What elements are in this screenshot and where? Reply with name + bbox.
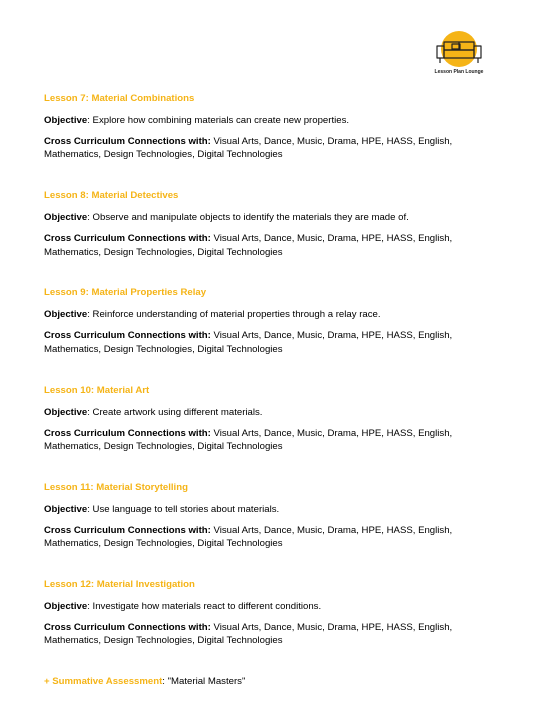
lesson-title: Lesson 9: Material Properties Relay <box>44 287 207 299</box>
lesson-objective: Objective: Create artwork using different materials. <box>44 406 263 418</box>
lesson-item <box>44 190 494 287</box>
lesson-item <box>44 482 494 579</box>
summative-separator: : <box>162 676 168 687</box>
connections-text: Visual Arts, Dance, Music, Drama, HPE, HASS, English, Mathematics, Design Technologies, Digital Technologies <box>44 621 453 647</box>
lesson-title: Lesson 11: Material Storytelling <box>44 481 188 493</box>
lesson-title: Lesson 7: Material Combinations <box>44 93 195 104</box>
lesson-objective: Objective: Use language to tell stories about materials. <box>44 503 280 515</box>
lesson-connections <box>44 524 494 551</box>
connections-text: Visual Arts, Dance, Music, Drama, HPE, HASS, English, Mathematics, Design Technologies, Digital Technologies <box>44 330 453 355</box>
connections-text: Visual Arts, Dance, Music, Drama, HPE, HASS, English, Mathematics, Design Technologies, Digital Technologies <box>44 427 453 452</box>
connections-label: Cross Curriculum Connections with: <box>44 330 211 342</box>
objective-text: Observe and manipulate objects to identify the materials they are made of. <box>92 212 409 224</box>
lesson-connections <box>44 329 494 356</box>
objective-label: Objective <box>44 600 88 612</box>
lesson-item <box>44 385 494 482</box>
objective-label: Objective <box>44 503 88 515</box>
connections-label: Cross Curriculum Connections with: <box>44 621 211 633</box>
connections-text: Visual Arts, Dance, Music, Drama, HPE, HASS, English, Mathematics, Design Technologies, Digital Technologies <box>44 233 453 258</box>
objective-label: Objective <box>44 406 88 418</box>
connections-text: Visual Arts, Dance, Music, Drama, HPE, HASS, English, Mathematics, Design Technologies, Digital Technologies <box>44 524 453 550</box>
objective-text: Reinforce understanding of material properties through a relay race. <box>92 309 381 321</box>
objective-label: Objective <box>44 212 88 224</box>
connections-text: Visual Arts, Dance, Music, Drama, HPE, HASS, English, Mathematics, Design Technologies, Digital Technologies <box>44 136 453 161</box>
lesson-item <box>44 579 494 676</box>
lesson-objective: Objective: Observe and manipulate objects to identify the materials they are made of. <box>44 212 409 224</box>
lesson-objective: Objective: Investigate how materials react to different conditions. <box>44 600 322 612</box>
summative-label: + Summative Assessment <box>44 676 163 687</box>
connections-label: Cross Curriculum Connections with: <box>44 136 211 147</box>
summative-assessment <box>44 676 245 688</box>
connections-label: Cross Curriculum Connections with: <box>44 524 211 536</box>
connections-label: Cross Curriculum Connections with: <box>44 233 211 245</box>
objective-text: Investigate how materials react to different conditions. <box>92 600 322 612</box>
lesson-connections <box>44 135 494 162</box>
lesson-list <box>44 93 494 676</box>
lesson-title: Lesson 10: Material Art <box>44 384 150 396</box>
lesson-title: Lesson 8: Material Detectives <box>44 190 179 202</box>
objective-label: Objective <box>44 115 88 126</box>
connections-label: Cross Curriculum Connections with: <box>44 427 211 439</box>
lesson-item <box>44 287 494 384</box>
logo-text: Lesson Plan Lounge <box>434 69 484 75</box>
objective-text: Use language to tell stories about materials. <box>92 503 280 515</box>
sofa-icon <box>428 30 490 68</box>
objective-text: Explore how combining materials can create new properties. <box>92 115 350 126</box>
lesson-item <box>44 93 494 190</box>
lesson-connections <box>44 427 494 454</box>
lesson-objective: Objective: Explore how combining materials can create new properties. <box>44 115 350 126</box>
summative-value: "Material Masters" <box>167 676 246 687</box>
logo <box>428 30 490 80</box>
lesson-title: Lesson 12: Material Investigation <box>44 578 195 590</box>
lesson-connections <box>44 621 494 648</box>
lesson-connections <box>44 232 494 259</box>
objective-label: Objective <box>44 309 88 321</box>
lesson-objective: Objective: Reinforce understanding of material properties through a relay race. <box>44 309 381 321</box>
objective-text: Create artwork using different materials. <box>92 406 263 418</box>
